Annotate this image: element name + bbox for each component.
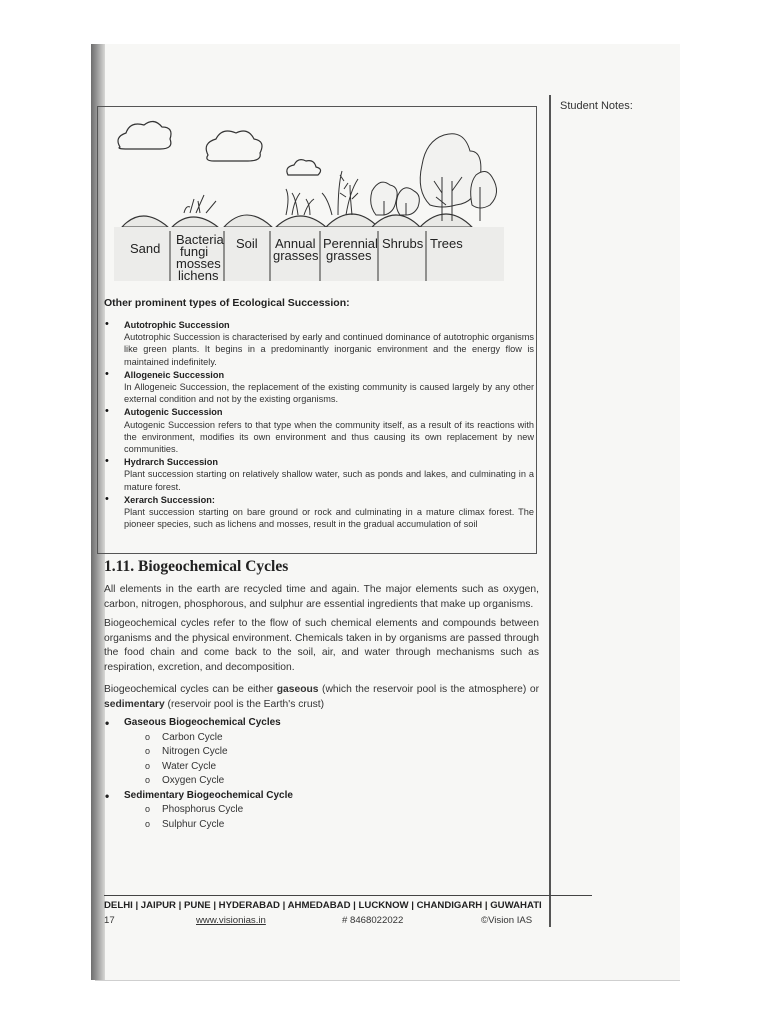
cycle-category-title: Gaseous Biogeochemical Cycles — [124, 717, 281, 728]
gaseous-cycle-list — [124, 731, 534, 789]
tree-icon — [420, 134, 496, 221]
annual-grass-icon — [286, 189, 314, 215]
succession-type-description: Autogenic Succession refers to that type when the community itself, as a result of its reactions with the environment, modifies its own environment and thus causing its own replacement by new communities. — [124, 419, 534, 455]
cloud-icon — [206, 131, 262, 161]
sedimentary-cycle-list — [124, 803, 534, 832]
stage-label-sand: Sand — [130, 241, 161, 256]
paragraph-intro: All elements in the earth are recycled time and again. The major elements such as oxygen, carbon, nitrogen, phosphorous, and sulphur are essential ingredients that make up organisms. — [104, 584, 539, 610]
section-title: 1.11. Biogeochemical Cycles — [104, 558, 289, 575]
succession-type-description: Autotrophic Succession is characterised by early and continued dominance of autotrophic organisms like green plants. It begins in a predominantly inorganic environment and the energy flow is maintained indefinitely. — [124, 332, 534, 367]
cycle-category — [104, 716, 534, 789]
cycle-category — [104, 789, 534, 833]
list-item — [104, 456, 534, 493]
list-item: o Carbon Cycle — [144, 731, 534, 746]
stage-label-fungi: fungi — [180, 244, 209, 259]
footer-phone: # 8468022022 — [342, 915, 404, 926]
stage-label-lichens: lichens — [178, 268, 219, 283]
page-bottom-edge — [95, 980, 680, 981]
page-number: 17 — [104, 915, 115, 926]
list-item — [104, 319, 534, 368]
cloud-icon — [118, 121, 171, 149]
list-item — [104, 494, 534, 531]
footer-copyright: ©Vision IAS — [481, 915, 533, 926]
lichen-moss-icon — [184, 195, 216, 213]
term-gaseous: gaseous — [276, 684, 319, 695]
list-item: o Water Cycle — [144, 760, 534, 775]
paragraph-types — [104, 683, 539, 712]
stage-label-annual: Annual — [275, 236, 316, 251]
stage-label-perennial: Perennial — [323, 236, 378, 251]
list-item: o Nitrogen Cycle — [144, 745, 534, 760]
paragraph-definition: Biogeochemical cycles refer to the flow of such chemical elements and compounds between organisms and the physical environment. Chemicals taken in by organisms are passed through the food chain and come back to the soil, air, and water through mechanisms such as respiration, excretion, and decomposition. — [104, 618, 539, 673]
soil-mounds — [122, 214, 472, 227]
footer-cities: DELHI | JAIPUR | PUNE | HYDERABAD | AHMEDABAD | LUCKNOW | CHANDIGARH | GUWAHATI — [104, 900, 542, 911]
succession-types-list — [104, 319, 534, 531]
succession-type-description: In Allogeneic Succession, the replacement of the existing community is caused largely by any other external condition and not by the existing organisms. — [124, 382, 534, 405]
stage-label-shrubs: Shrubs — [382, 236, 424, 251]
succession-type-name: • Autotrophic Succession — [124, 320, 230, 330]
list-item: o Sulphur Cycle — [144, 818, 534, 833]
shrub-icon — [371, 182, 420, 215]
stage-label-trees: Trees — [430, 236, 463, 251]
succession-type-description: Plant succession starting on bare ground or rock and culminating in a mature climax forest. The pioneer species, such as lichens and mosses, result in the gradual accumulation of soil — [124, 507, 534, 530]
perennial-grass-icon — [322, 171, 358, 215]
paragraph-text: (reservoir pool is the Earth's crust) — [164, 698, 325, 710]
cycle-category-title: Sedimentary Biogeochemical Cycle — [124, 789, 293, 801]
succession-type-name: • Hydrarch Succession — [124, 457, 218, 468]
term-sedimentary: sedimentary — [104, 698, 165, 710]
stage-label-perennial-grasses: grasses — [326, 248, 372, 263]
vegetation-icons — [184, 134, 497, 221]
list-item — [104, 406, 534, 455]
notes-column-divider — [549, 95, 551, 927]
paragraph-text: Biogeochemical cycles can be either — [104, 684, 277, 695]
list-item — [104, 369, 534, 406]
stage-label-grasses: grasses — [273, 248, 319, 263]
succession-illustration — [100, 109, 534, 295]
cloud-icon — [287, 160, 321, 175]
succession-type-name: • Autogenic Succession — [124, 407, 223, 418]
stage-label-mosses: mosses — [176, 256, 221, 271]
footer-website-link[interactable]: www.visionias.in — [196, 915, 266, 926]
stage-label-bacteria: Bacteria — [176, 232, 224, 247]
succession-type-name: • Xerarch Succession: — [124, 494, 215, 505]
cloud-icons — [118, 121, 321, 175]
paragraph-text: (which the reservoir pool is the atmosphere) or — [318, 684, 539, 695]
list-item: o Oxygen Cycle — [144, 774, 534, 789]
footer-divider — [104, 895, 592, 896]
cycle-list — [104, 716, 534, 832]
succession-type-name: • Allogeneic Succession — [124, 369, 225, 380]
succession-type-description: Plant succession starting on relatively shallow water, such as ponds and lakes, and culminating in a mature forest. — [124, 469, 534, 492]
student-notes-label: Student Notes: — [560, 100, 633, 112]
box-heading: Other prominent types of Ecological Succession: — [104, 297, 350, 309]
stage-label-soil: Soil — [236, 236, 258, 251]
list-item: o Phosphorus Cycle — [144, 803, 534, 818]
